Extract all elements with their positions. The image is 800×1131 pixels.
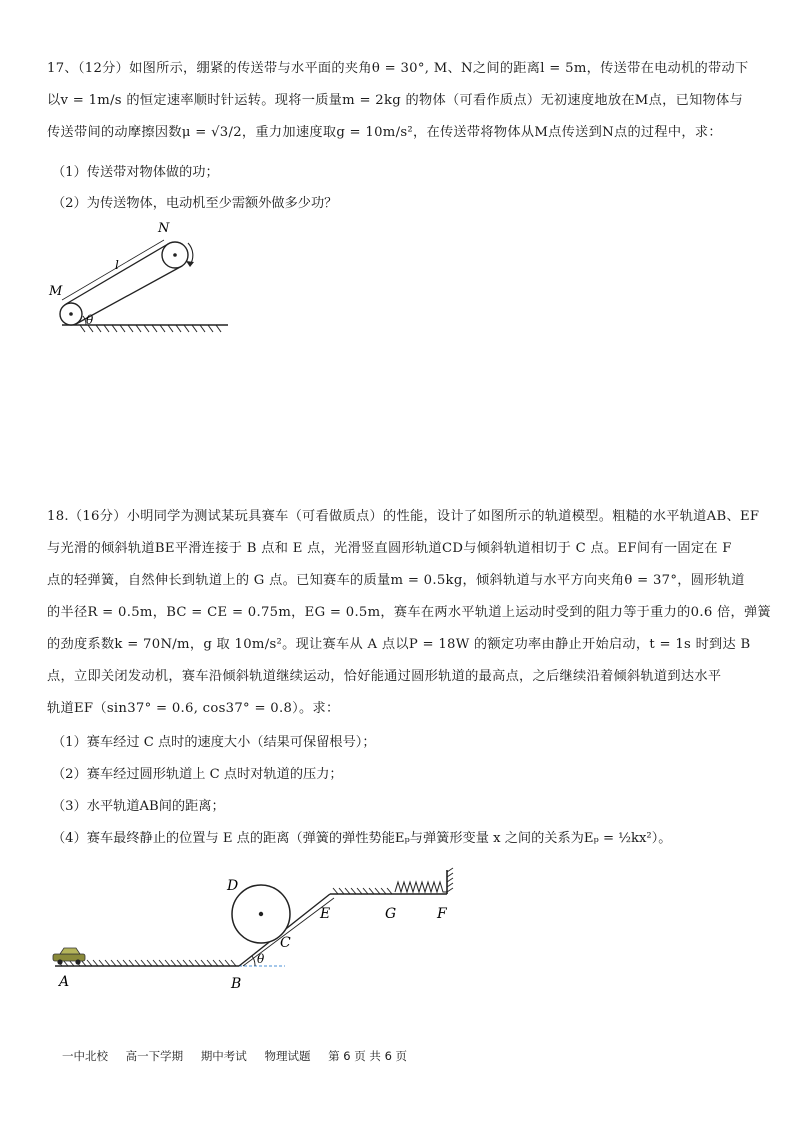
point-e-label: E	[320, 906, 331, 922]
q18-line-5: 的劲度系数k = 70N/m，g 取 10m/s²。现让赛车从 A 点以P = 18W 的额定功率由静止开始启动，t = 1s 时到达 B	[47, 637, 751, 652]
q17-sub-1: （1）传送带对物体做的功；	[52, 165, 219, 180]
q18-sub-3: （3）水平轨道AB间的距离；	[52, 799, 225, 814]
q18-sub-4: （4）赛车最终静止的位置与 E 点的距离（弹簧的弹性势能Eₚ与弹簧形变量 x 之间的关系为Eₚ = ½kx²）。	[52, 831, 672, 846]
q18-line-1: 18.（16分）小明同学为测试某玩具赛车（可看做质点）的性能，设计了如图所示的轨道模型。粗糙的水平轨道AB、EF	[47, 509, 760, 524]
footer-exam: 期中考试	[200, 1049, 247, 1063]
q18-line-2: 与光滑的倾斜轨道BE平滑连接于 B 点和 E 点，光滑竖直圆形轨道CD与倾斜轨道相切于 C 点。EF间有一固定在 F	[47, 541, 732, 556]
footer-school: 一中北校	[62, 1049, 108, 1063]
footer-page-number: 第 6 页 共 6 页	[328, 1049, 408, 1063]
point-m-label: M	[49, 284, 63, 299]
point-f-label: F	[437, 906, 447, 922]
footer-subject: 物理试题	[264, 1049, 311, 1063]
point-g-label: G	[385, 906, 397, 922]
conveyor-belt-figure	[40, 215, 240, 345]
q18-line-4: 的半径R = 0.5m，BC = CE = 0.75m，EG = 0.5m，赛车在两水平轨道上运动时受到的阻力等于重力的0.6 倍，弹簧	[47, 605, 771, 620]
footer-term: 高一下学期	[125, 1049, 184, 1063]
q17-line-2: 以v = 1m/s 的恒定速率顺时针运转。现将一质量m = 2kg 的物体（可看作质点）无初速度地放在M点，已知物体与	[47, 93, 744, 108]
q18-sub-2: （2）赛车经过圆形轨道上 C 点时对轨道的压力；	[52, 767, 343, 782]
track-model-figure	[45, 862, 475, 997]
length-l-label: l	[115, 258, 119, 272]
point-a-label: A	[59, 974, 70, 990]
theta-label: θ	[257, 952, 265, 966]
point-n-label: N	[158, 221, 170, 236]
q18-line-3: 点的轻弹簧，自然伸长到轨道上的 G 点。已知赛车的质量m = 0.5kg，倾斜轨道与水平方向夹角θ = 37°，圆形轨道	[47, 573, 745, 588]
page-footer	[62, 1048, 421, 1064]
q18-sub-1: （1）赛车经过 C 点时的速度大小（结果可保留根号）；	[52, 735, 376, 750]
toy-car-icon	[53, 948, 85, 965]
point-d-label: D	[227, 878, 239, 894]
q17-sub-2: （2）为传送物体，电动机至少需额外做多少功？	[52, 196, 338, 211]
point-c-label: C	[280, 935, 291, 951]
theta-label: θ	[86, 313, 94, 327]
q18-line-6: 点，立即关闭发动机，赛车沿倾斜轨道继续运动，恰好能通过圆形轨道的最高点，之后继续沿着倾斜轨道到达水平	[47, 669, 722, 684]
point-b-label: B	[231, 976, 242, 992]
q17-line-1: 17、（12分）如图所示，绷紧的传送带与水平面的夹角θ = 30°, M、N之间的距离l = 5m，传送带在电动机的带动下	[47, 61, 749, 76]
q18-line-7: 轨道EF（sin37° = 0.6, cos37° = 0.8）。求：	[47, 701, 340, 716]
q17-line-3: 传送带间的动摩擦因数μ = √3/2，重力加速度取g = 10m/s²，在传送带将物体从M点传送到N点的过程中，求：	[47, 125, 722, 140]
